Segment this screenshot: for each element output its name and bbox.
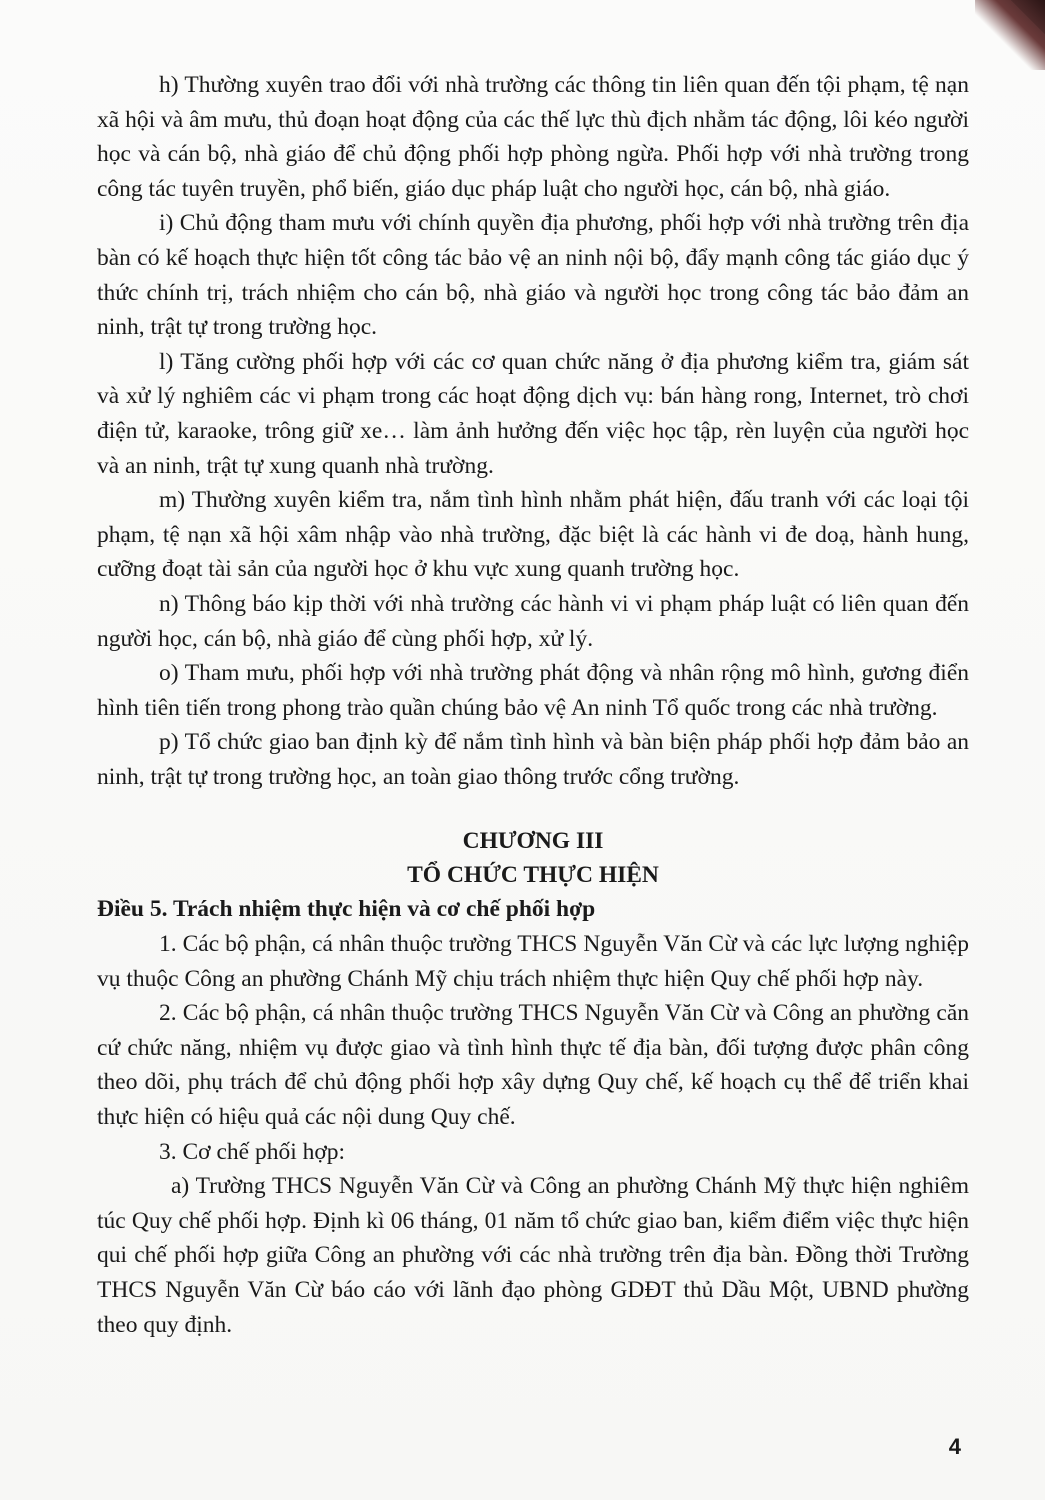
paragraph-o: o) Tham mưu, phối hợp với nhà trường phát động và nhân rộng mô hình, gương điển hình tiên tiến trong phong trào quần chúng bảo vệ An ninh Tổ quốc trong các nhà trường. xyxy=(97,660,969,721)
article-item-1: 1. Các bộ phận, cá nhân thuộc trường THCS Nguyễn Văn Cừ và các lực lượng nghiệp vụ thuộc Công an phường Chánh Mỹ chịu trách nhiệm thực hiện Quy chế phối hợp này. xyxy=(97,931,969,992)
paragraph-m: m) Thường xuyên kiểm tra, nắm tình hình nhằm phát hiện, đấu tranh với các loại tội phạm, tệ nạn xã hội xâm nhập vào nhà trường, đặc biệt là các hành vi đe doạ, hành hung, cưỡng đoạt tài sản của người học ở khu vực xung quanh trường học. xyxy=(97,487,969,583)
article-title: Điều 5. Trách nhiệm thực hiện và cơ chế phối hợp xyxy=(97,896,596,923)
page-corner-fold xyxy=(1011,0,1045,34)
paragraph-i: i) Chủ động tham mưu với chính quyền địa phương, phối hợp với nhà trường trên địa bàn có kế hoạch thực hiện tốt công tác bảo vệ an ninh nội bộ, đẩy mạnh công tác giáo dục ý thức chính trị, trách nhiệm cho cán bộ, nhà giáo và người học trong công tác bảo đảm an ninh, trật tự trong trường học. xyxy=(97,210,969,341)
paragraph-l: l) Tăng cường phối hợp với các cơ quan chức năng ở địa phương kiểm tra, giám sát và xử lý nghiêm các vi phạm trong các hoạt động dịch vụ: bán hàng rong, Internet, trò chơi điện tử, karaoke, trông giữ xe… làm ảnh hưởng đến việc học tập, rèn luyện của người học và an ninh, trật tự xung quanh nhà trường. xyxy=(97,348,969,479)
article-item-3: 3. Cơ chế phối hợp: xyxy=(159,1138,346,1165)
paragraph-n: n) Thông báo kịp thời với nhà trường các hành vi vi phạm pháp luật có liên quan đến người học, cán bộ, nhà giáo để cùng phối hợp, xử lý. xyxy=(97,590,969,652)
page-number: 4 xyxy=(948,1434,961,1459)
paragraph-p: p) Tổ chức giao ban định kỳ để nắm tình hình và bàn biện pháp phối hợp đảm bảo an ninh, trật tự trong trường học, an toàn giao thông trước cổng trường. xyxy=(97,729,969,790)
article-item-3a: a) Trường THCS Nguyễn Văn Cừ và Công an phường Chánh Mỹ thực hiện nghiêm túc Quy chế phối hợp. Định kì 06 tháng, 01 năm tổ chức giao ban, kiểm điểm việc thực hiện qui chế phối hợp giữa Công an phường với các nhà trường trên địa bàn. Đồng thời Trường THCS Nguyễn Văn Cừ báo cáo với lãnh đạo phòng GDĐT thủ Dầu Một, UBND phường theo quy định. xyxy=(97,1173,969,1338)
chapter-number: CHƯƠNG III xyxy=(462,828,604,855)
article-item-2: 2. Các bộ phận, cá nhân thuộc trường THCS Nguyễn Văn Cừ và Công an phường căn cứ chức năng, nhiệm vụ được giao và tình hình thực tế địa bàn, đối tượng được phân công theo dõi, phụ trách để chủ động phối hợp xây dựng Quy chế, kế hoạch cụ thể để triển khai thực hiện có hiệu quả các nội dung Quy chế. xyxy=(97,1000,969,1131)
paragraph-h: h) Thường xuyên trao đổi với nhà trường các thông tin liên quan đến tội phạm, tệ nạn xã hội và âm mưu, thủ đoạn hoạt động của các thế lực thù địch nhằm tác động, lôi kéo người học và cán bộ, nhà giáo để chủ động phối hợp phòng ngừa. Phối hợp với nhà trường trong công tác tuyên truyền, phổ biến, giáo dục pháp luật cho người học, cán bộ, nhà giáo. xyxy=(97,72,969,202)
document-body xyxy=(97,68,969,1342)
chapter-title: TỔ CHỨC THỰC HIỆN xyxy=(407,862,659,889)
chapter-heading xyxy=(97,824,969,892)
